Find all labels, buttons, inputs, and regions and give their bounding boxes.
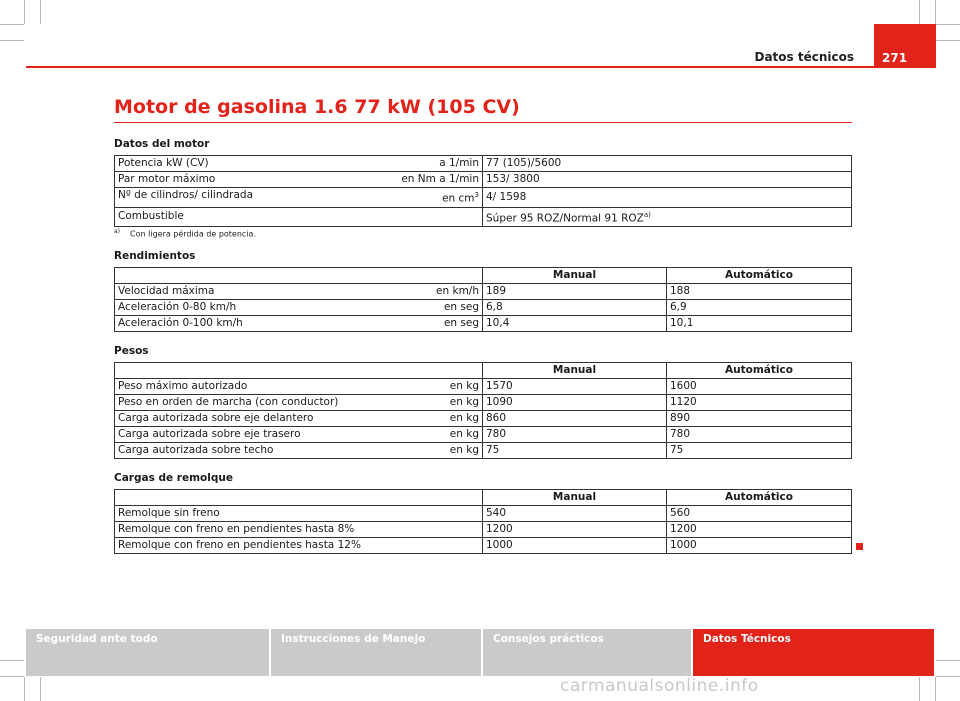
manual-value: 189 <box>483 284 667 300</box>
crop-mark <box>936 660 960 661</box>
row-label: Remolque con freno en pendientes hasta 8% <box>115 522 415 538</box>
table-row <box>115 427 852 443</box>
footer-tab-seguridad[interactable]: Seguridad ante todo <box>26 629 269 676</box>
performance-section-heading: Rendimientos <box>114 250 196 262</box>
column-header-manual: Manual <box>483 490 667 506</box>
manual-value: 1090 <box>483 395 667 411</box>
unit-label: en seg <box>415 316 483 332</box>
footnote-ref: a) <box>643 210 651 219</box>
column-header-automatic: Automático <box>667 363 852 379</box>
row-label: Potencia kW (CV) <box>118 157 209 169</box>
automatic-value: 1600 <box>667 379 852 395</box>
column-header-automatic: Automático <box>667 268 852 284</box>
column-header-manual: Manual <box>483 268 667 284</box>
value-cell: Súper 95 ROZ/Normal 91 ROZ$^{a)}$ <box>483 207 852 227</box>
watermark-text: carmanualsonline.info <box>560 676 759 696</box>
row-label-cell <box>115 156 483 172</box>
automatic-value: 188 <box>667 284 852 300</box>
row-label: Carga autorizada sobre eje delantero <box>115 411 415 427</box>
footer-tab-datos-tecnicos[interactable]: Datos Técnicos <box>693 629 934 676</box>
row-label-cell <box>115 188 483 208</box>
footer-tab-consejos[interactable]: Consejos prácticos <box>483 629 691 676</box>
crop-mark <box>0 660 24 661</box>
table-row <box>115 395 852 411</box>
table-row <box>115 538 852 554</box>
automatic-value: 890 <box>667 411 852 427</box>
automatic-value: 1000 <box>667 538 852 554</box>
unit-label <box>415 538 483 554</box>
automatic-value: 560 <box>667 506 852 522</box>
footnote-mark: a) <box>114 228 121 235</box>
row-label: Velocidad máxima <box>115 284 415 300</box>
table-row <box>115 156 852 172</box>
manual-value: 75 <box>483 443 667 459</box>
crop-mark <box>919 677 920 701</box>
table-row <box>115 316 852 332</box>
manual-value: 1570 <box>483 379 667 395</box>
table-row <box>115 172 852 188</box>
automatic-value: 75 <box>667 443 852 459</box>
unit-label: en km/h <box>415 284 483 300</box>
row-label: Aceleración 0-100 km/h <box>115 316 415 332</box>
unit-label: en $cm^3$ <box>442 191 479 205</box>
table-row <box>115 411 852 427</box>
table-row <box>115 379 852 395</box>
footnote-text: Con ligera pérdida de potencia. <box>130 229 256 239</box>
table-header-row <box>115 490 852 506</box>
crop-mark <box>919 0 920 24</box>
unit-label: en kg <box>415 427 483 443</box>
performance-table <box>114 267 852 332</box>
title-underline <box>114 122 852 123</box>
table-row <box>115 300 852 316</box>
manual-value: 10,4 <box>483 316 667 332</box>
unit-label: en kg <box>415 379 483 395</box>
crop-mark <box>0 676 24 677</box>
header-section-title: Datos técnicos <box>754 50 854 64</box>
engine-section-heading: Datos del motor <box>114 138 210 150</box>
unit-label: a 1/min <box>439 157 479 169</box>
column-header-manual: Manual <box>483 363 667 379</box>
section-end-marker <box>856 543 863 550</box>
manual-value: 780 <box>483 427 667 443</box>
unit-label: en Nm a 1/min <box>401 173 479 185</box>
unit-label <box>415 506 483 522</box>
crop-mark <box>40 677 41 701</box>
automatic-value: 780 <box>667 427 852 443</box>
table-row <box>115 284 852 300</box>
crop-mark <box>0 24 24 25</box>
row-label: Aceleración 0-80 km/h <box>115 300 415 316</box>
row-label-cell <box>115 207 483 227</box>
unit-superscript: 3 <box>474 191 479 199</box>
table-row <box>115 443 852 459</box>
row-label: Peso máximo autorizado <box>115 379 415 395</box>
manual-value: 860 <box>483 411 667 427</box>
row-label: Remolque con freno en pendientes hasta 12% <box>115 538 415 554</box>
row-label: Remolque sin freno <box>115 506 415 522</box>
row-label: Carga autorizada sobre techo <box>115 443 415 459</box>
weights-section-heading: Pesos <box>114 345 149 357</box>
footnote <box>114 228 256 239</box>
header-divider <box>26 66 936 68</box>
table-row <box>115 522 852 538</box>
automatic-value: 6,9 <box>667 300 852 316</box>
crop-mark <box>936 40 960 41</box>
page-number-badge: 271 <box>874 24 936 68</box>
engine-table <box>114 155 852 227</box>
footer-tab-instrucciones[interactable]: Instrucciones de Manejo <box>271 629 481 676</box>
value-cell: 153/ 3800 <box>483 172 852 188</box>
table-header-row <box>115 268 852 284</box>
row-label: Par motor máximo <box>118 173 216 185</box>
page-title: Motor de gasolina 1.6 77 kW (105 CV) <box>114 96 520 118</box>
crop-mark <box>935 677 936 701</box>
table-row <box>115 207 852 227</box>
manual-value: 540 <box>483 506 667 522</box>
unit-label: en kg <box>415 395 483 411</box>
automatic-value: 10,1 <box>667 316 852 332</box>
unit-label: en seg <box>415 300 483 316</box>
crop-mark <box>24 0 25 24</box>
manual-value: 1200 <box>483 522 667 538</box>
value-cell: 77 (105)/5600 <box>483 156 852 172</box>
unit-label: en kg <box>415 411 483 427</box>
crop-mark <box>936 676 960 677</box>
automatic-value: 1120 <box>667 395 852 411</box>
column-header-automatic: Automático <box>667 490 852 506</box>
unit-label: en kg <box>415 443 483 459</box>
table-row <box>115 188 852 208</box>
trailer-section-heading: Cargas de remolque <box>114 472 233 484</box>
row-label: Carga autorizada sobre eje trasero <box>115 427 415 443</box>
trailer-table <box>114 489 852 554</box>
value-cell: 4/ 1598 <box>483 188 852 208</box>
row-label: Nº de cilindros/ cilindrada <box>118 189 253 201</box>
automatic-value: 1200 <box>667 522 852 538</box>
row-label: Combustible <box>118 210 184 223</box>
crop-mark <box>936 24 960 25</box>
table-header-row <box>115 363 852 379</box>
table-row <box>115 506 852 522</box>
weights-table <box>114 362 852 459</box>
manual-value: 6,8 <box>483 300 667 316</box>
unit-label <box>415 522 483 538</box>
footer-nav <box>26 629 934 676</box>
crop-mark <box>24 677 25 701</box>
row-label-cell <box>115 172 483 188</box>
crop-mark <box>40 0 41 24</box>
row-label: Peso en orden de marcha (con conductor) <box>115 395 415 411</box>
crop-mark <box>935 0 936 24</box>
crop-mark <box>0 40 24 41</box>
manual-value: 1000 <box>483 538 667 554</box>
